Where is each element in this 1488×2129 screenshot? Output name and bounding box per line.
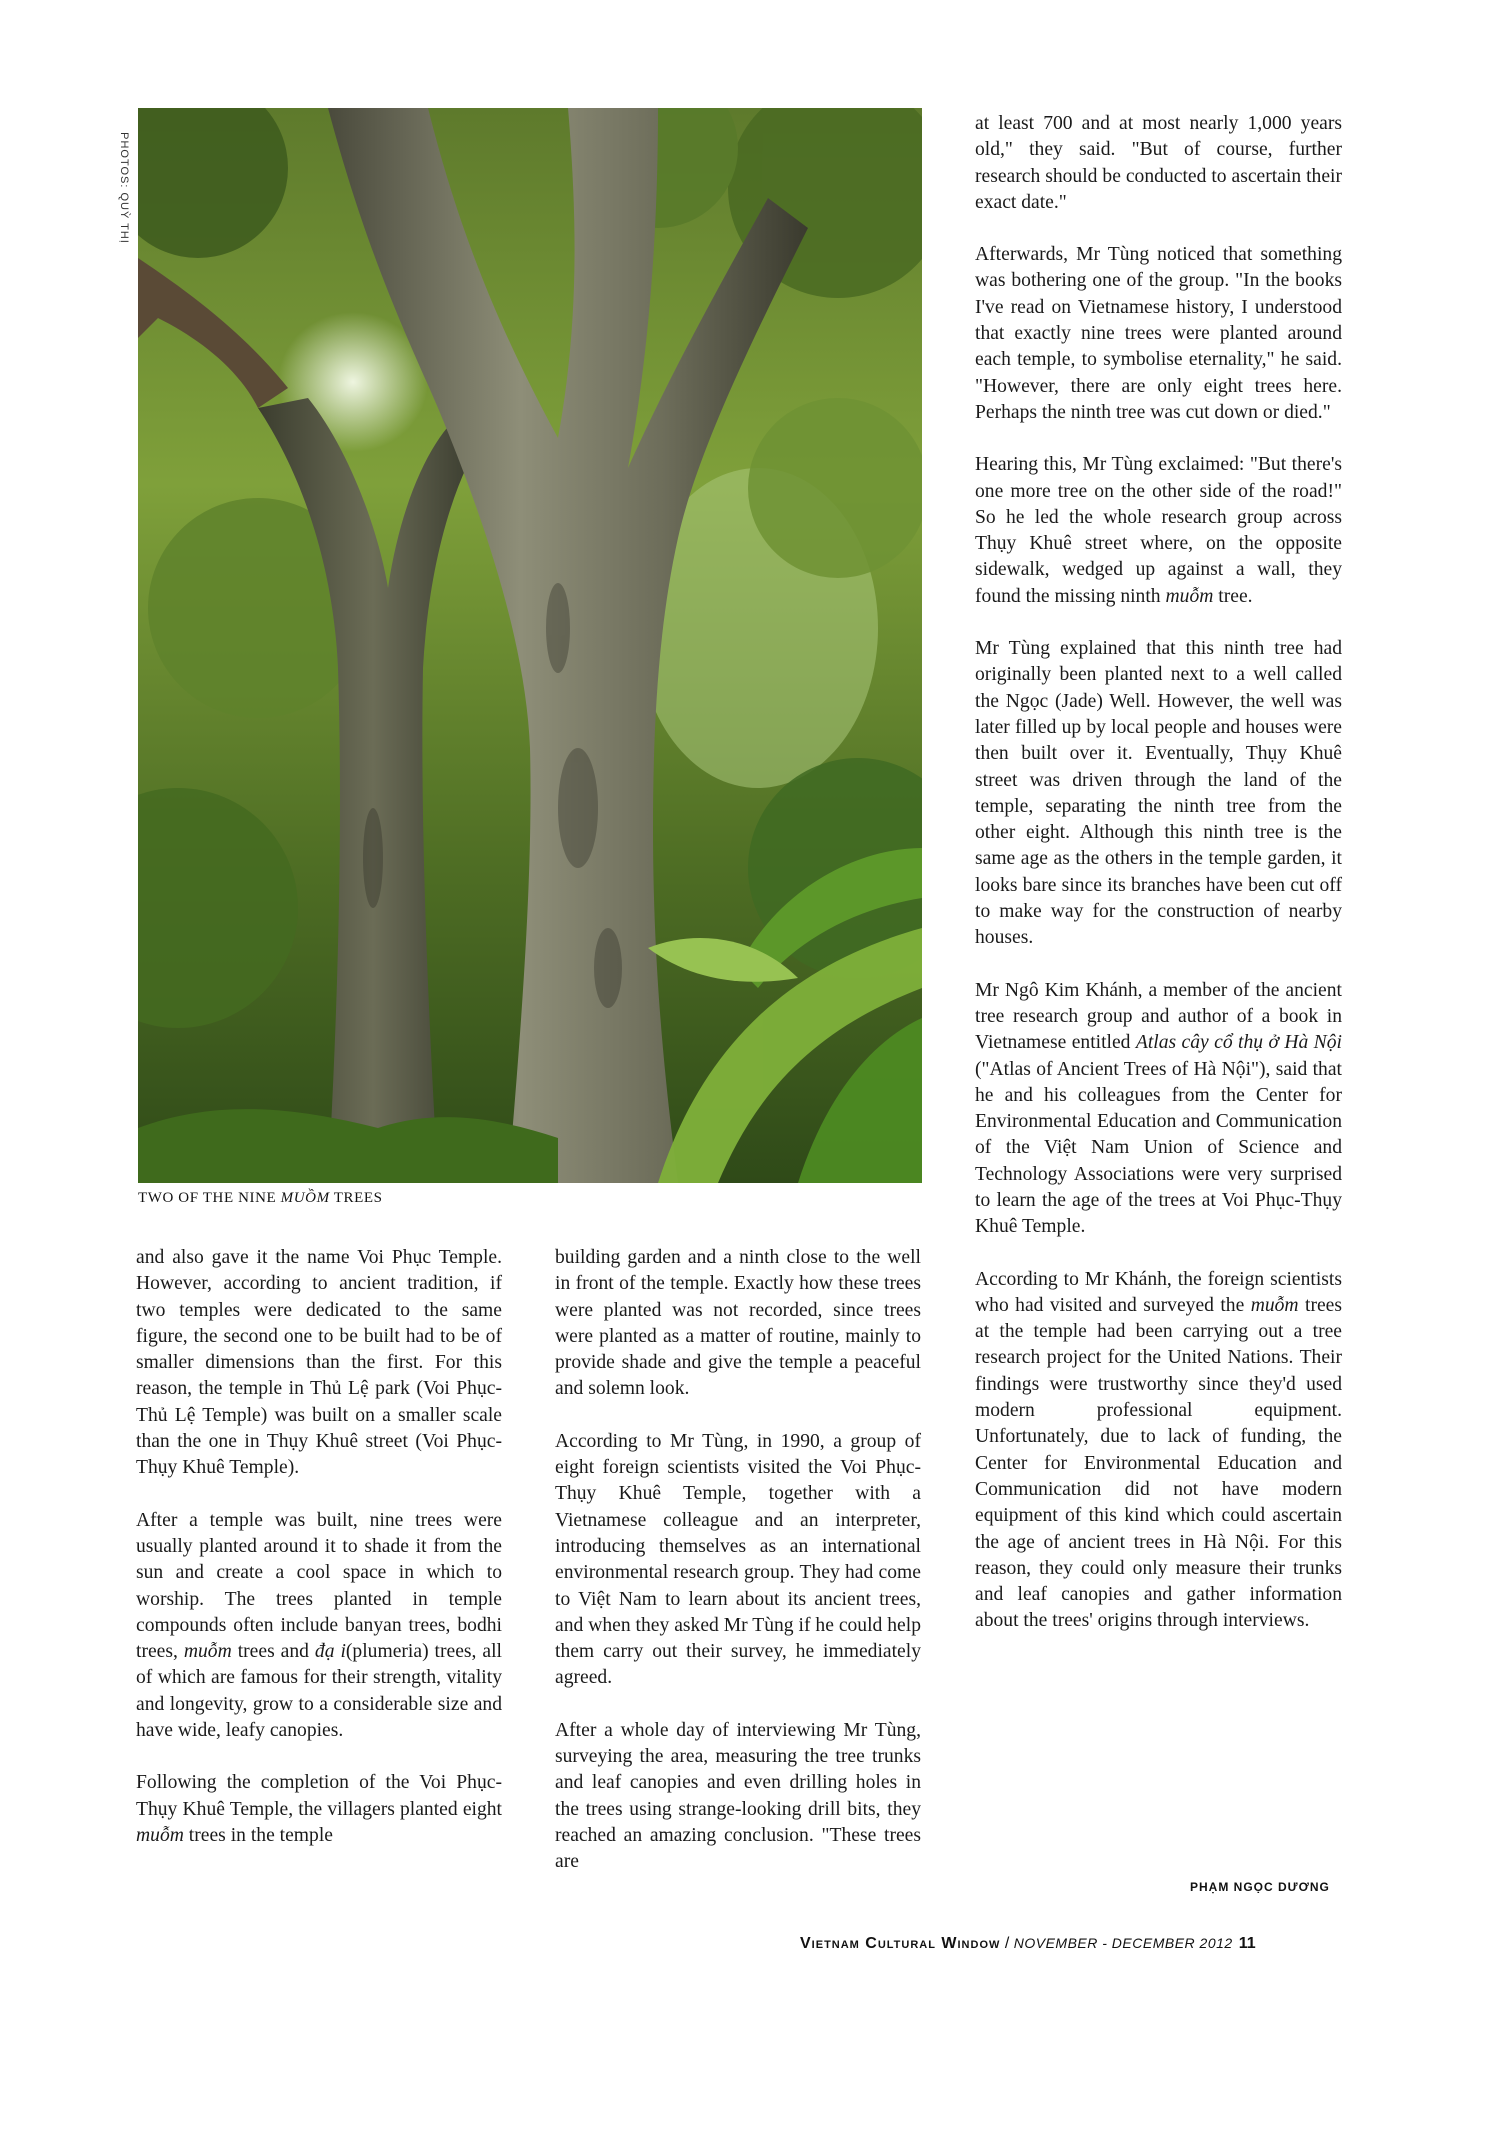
caption-italic: MUỒM <box>280 1190 330 1206</box>
photo-caption <box>138 1190 383 1207</box>
magazine-title: Vietnam Cultural Window <box>800 1935 1001 1952</box>
article-column-2 <box>555 1245 921 1902</box>
paragraph: According to Mr Khánh, the foreign scientists who had visited and surveyed the muỗm trees at the temple had been carrying out a tree research project for the United Nations. Their findings were trustworthy since they'd used modern professional equipment. Unfortunately, due to lack of funding, the Center for Environmental Education and Communication did not have modern equipment of this kind which could ascertain the age of ancient trees in Hà Nội. For this reason, they could only measure their trunks and leaf canopies and gather information about the trees' origins through interviews. <box>975 1268 1342 1632</box>
article-column-3 <box>975 111 1342 1661</box>
caption-text: TWO OF THE NINE <box>138 1190 281 1206</box>
paragraph: After a whole day of interviewing Mr Tùng, surveying the area, measuring the tree trunks and leaf canopies and even drilling holes in the trees using strange-looking drill bits, they reached an amazing conclusion. "These trees are <box>555 1719 921 1873</box>
caption-text-end: TREES <box>329 1190 383 1206</box>
tree-photo-illustration <box>138 108 922 1183</box>
paragraph: Following the completion of the Voi Phục-Thụy Khuê Temple, the villagers planted eight muỗm trees in the temple <box>136 1772 502 1846</box>
tree-photo <box>138 108 922 1183</box>
article-column-1 <box>136 1245 502 1875</box>
issue-date: NOVEMBER - DECEMBER 2012 <box>1013 1935 1233 1951</box>
page-footer <box>800 1935 1256 1953</box>
paragraph: Mr Tùng explained that this ninth tree had originally been planted next to a well called the Ngọc (Jade) Well. However, the well was later filled up by local people and houses were then built over it. Eventually, Thụy Khuê street was driven through the land of the temple, separating the ninth tree from the other eight. Although this ninth tree is the same age as the others in the temple garden, it looks bare since its branches have been cut off to make way for the construction of nearby houses. <box>975 638 1342 949</box>
page-number: 11 <box>1238 1935 1256 1952</box>
paragraph: building garden and a ninth close to the well in front of the temple. Exactly how these trees were planted was not recorded, since trees were planted as a matter of routine, mainly to provide shade and give the temple a peaceful and solemn look. <box>555 1247 921 1400</box>
author-byline: PHẠM NGỌC DƯƠNG <box>1190 1880 1330 1894</box>
paragraph: Mr Ngô Kim Khánh, a member of the ancient tree research group and author of a book in Vietnamese entitled Atlas cây cổ thụ ở Hà Nội ("Atlas of Ancient Trees of Hà Nội"), said that he and his colleagues from the Center for Environmental Education and Communication of the Việt Nam Union of Science and Technology Associations were very surprised to learn the age of the trees at Voi Phục-Thụy Khuê Temple. <box>975 979 1342 1238</box>
footer-separator: / <box>1000 1935 1014 1952</box>
photo-credit-text: PHOTOS: QUỲ THỊ <box>118 132 130 244</box>
paragraph: After a temple was built, nine trees were usually planted around it to shade it from the sun and create a cool space in which to worship. The trees planted in temple compounds often include banyan trees, bodhi trees, muỗm trees and đạ i(plumeria) trees, all of which are famous for their strength, vitality and longevity, grow to a considerable size and have wide, leafy canopies. <box>136 1509 502 1742</box>
paragraph: Hearing this, Mr Tùng exclaimed: "But there's one more tree on the other side of the road!" So he led the whole research group across Thụy Khuê street where, on the opposite sidewalk, wedged up against a wall, they found the missing ninth muỗm tree. <box>975 454 1342 607</box>
paragraph: Afterwards, Mr Tùng noticed that something was bothering one of the group. "In the books I've read on Vietnamese history, I understood that exactly nine trees were planted around each temple, to symbolise eternality," he said. "However, there are only eight trees here. Perhaps the ninth tree was cut down or died." <box>975 244 1342 423</box>
paragraph: at least 700 and at most nearly 1,000 years old," they said. "But of course, further research should be conducted to ascertain their exact date." <box>975 113 1342 213</box>
paragraph: and also gave it the name Voi Phục Temple. However, according to ancient tradition, if two temples were dedicated to the same figure, the second one to be built had to be of smaller dimensions than the first. For this reason, the temple in Thủ Lệ park (Voi Phục-Thủ Lệ Temple) was built on a smaller scale than the one in Thụy Khuê street (Voi Phục-Thụy Khuê Temple). <box>136 1247 502 1479</box>
paragraph: According to Mr Tùng, in 1990, a group of eight foreign scientists visited the Voi Phục-Thụy Khuê Temple, together with a Vietnamese colleague and an interpreter, introducing themselves as an international environmental research group. They had come to Việt Nam to learn about its ancient trees, and when they asked Mr Tùng if he could help them carry out their survey, he immediately agreed. <box>555 1430 921 1689</box>
